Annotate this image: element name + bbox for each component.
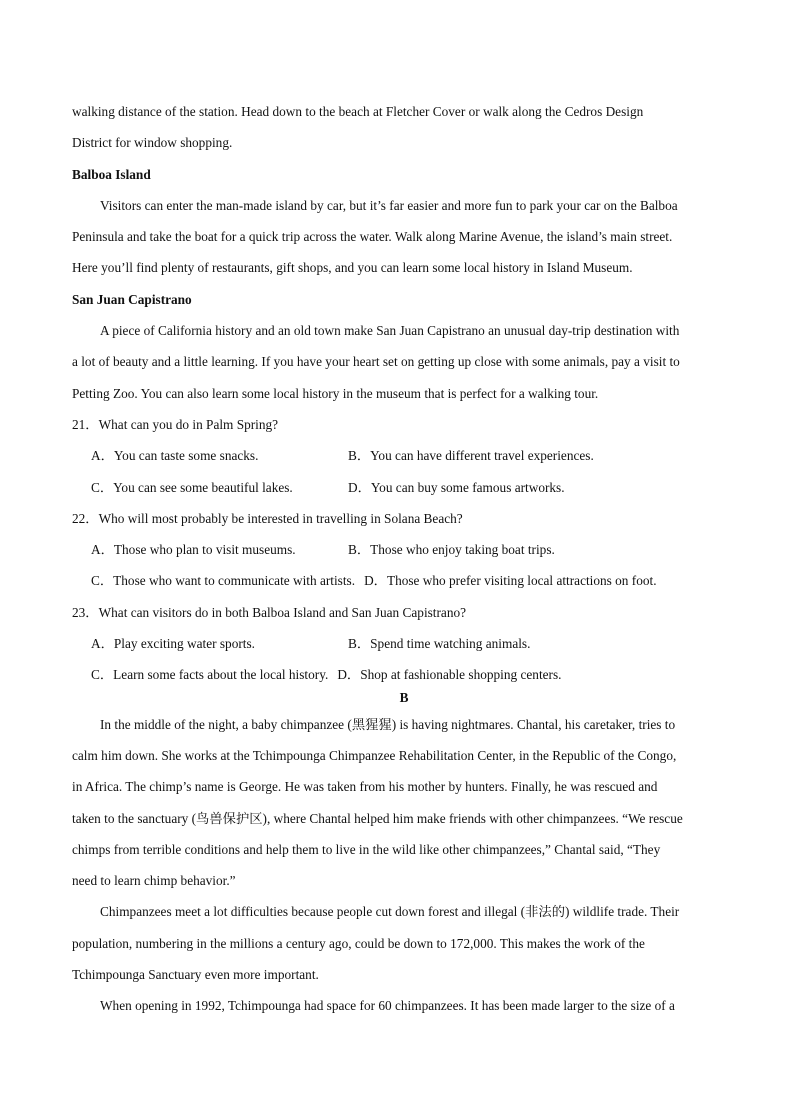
option-c: C．You can see some beautiful lakes. [91,479,293,495]
option-b: B．You can have different travel experiences. [348,448,594,464]
sanjuan-text-line: a lot of beauty and a little learning. If you have your heart set on getting up close with some animals, pay a visit to [72,354,680,370]
passage-b-line: chimps from terrible conditions and help them to live in the wild like other chimpanzees,” Chantal said, “They [72,841,661,857]
sanjuan-text-line: Petting Zoo. You can also learn some local history in the museum that is perfect for a walking tour. [72,385,599,401]
question-23-options-row [72,628,722,659]
passage-b-line: in Africa. The chimp’s name is George. He was taken from his mother by hunters. Finally, he was rescued and [72,779,658,795]
passage-b-line: When opening in 1992, Tchimpounga had space for 60 chimpanzees. It has been made larger to the size of a [100,998,675,1014]
question-23-stem: 23．What can visitors do in both Balboa Island and San Juan Capistrano? [72,604,467,620]
question-21-options-row [72,472,722,503]
option-b: B．Those who enjoy taking boat trips. [348,542,555,558]
question-22-stem: 22．Who will most probably be interested in travelling in Solana Beach? [72,510,463,526]
passage-b-line: Tchimpounga Sanctuary even more important. [72,967,319,983]
question-22-options-row [72,565,722,596]
balboa-text-line: Peninsula and take the boat for a quick trip across the water. Walk along Marine Avenue, the island’s main street. [72,229,673,245]
option-a: A．Play exciting water sports. [91,636,255,652]
balboa-text-line: Here you’ll find plenty of restaurants, gift shops, and you can learn some local history in Island Museum. [72,260,633,276]
option-a: A．You can taste some snacks. [91,448,259,464]
balboa-text-line: Visitors can enter the man-made island by car, but it’s far easier and more fun to park your car on the Balboa [100,197,678,213]
option-b: B．Spend time watching animals. [348,636,531,652]
document-page [72,96,722,1022]
option-c: C．Those who want to communicate with artists. [91,573,356,589]
section-b-heading: B [399,689,409,705]
section-heading-sanjuan: San Juan Capistrano [72,291,192,307]
sanjuan-text-line: A piece of California history and an old town make San Juan Capistrano an unusual day-trip destination with [100,323,680,339]
passage-b-line: In the middle of the night, a baby chimpanzee (黑猩猩) is having nightmares. Chantal, his caretaker, tries to [100,716,676,732]
passage-b-line: need to learn chimp behavior.” [72,873,236,889]
question-22-options-row [72,534,722,565]
option-d: D．You can buy some famous artworks. [348,479,565,495]
option-d: D．Shop at fashionable shopping centers. [337,667,562,683]
intro-line: District for window shopping. [72,135,233,151]
option-a: A．Those who plan to visit museums. [91,542,296,558]
option-c: C．Learn some facts about the local history. [91,667,329,683]
passage-b-line: taken to the sanctuary (鸟兽保护区), where Chantal helped him make friends with other chimpanzees. “We rescue [72,810,683,826]
question-21-stem: 21．What can you do in Palm Spring? [72,416,279,432]
passage-b-line: calm him down. She works at the Tchimpounga Chimpanzee Rehabilitation Center, in the Republic of the Congo, [72,747,677,763]
section-heading-balboa: Balboa Island [72,166,151,182]
question-21-options-row [72,440,722,471]
passage-b-line: population, numbering in the millions a century ago, could be down to 172,000. This makes the work of the [72,935,645,951]
option-d: D．Those who prefer visiting local attractions on foot. [364,573,657,589]
passage-b-line: Chimpanzees meet a lot difficulties because people cut down forest and illegal (非法的) wildlife trade. Their [100,904,680,920]
intro-line: walking distance of the station. Head down to the beach at Fletcher Cover or walk along the Cedros Design [72,104,644,119]
